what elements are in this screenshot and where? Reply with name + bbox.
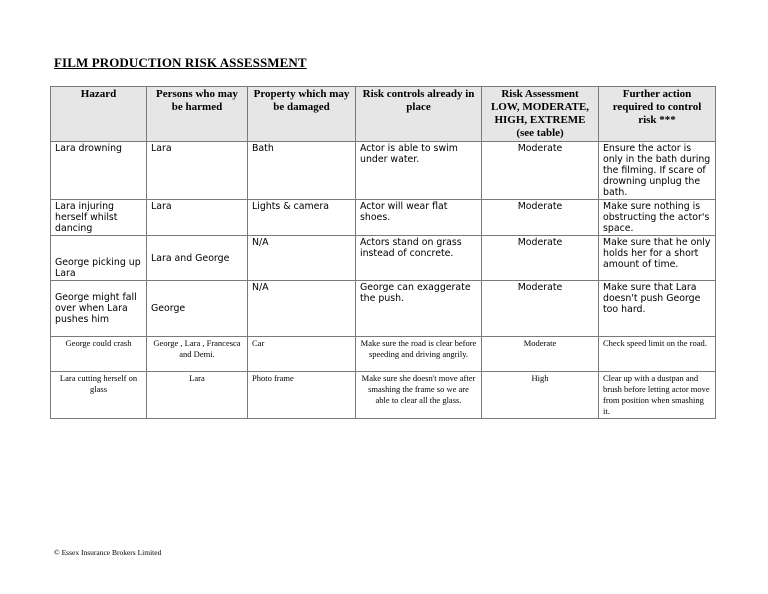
cell-property: N/A xyxy=(248,281,356,337)
cell-risk: Moderate xyxy=(482,337,599,372)
cell-persons: Lara xyxy=(147,142,248,200)
table-row xyxy=(51,372,716,419)
cell-persons: George xyxy=(147,281,248,337)
cell-further-action: Check speed limit on the road. xyxy=(599,337,716,372)
cell-persons: Lara xyxy=(147,200,248,236)
cell-further-action: Make sure that he only holds her for a short amount of time. xyxy=(599,236,716,281)
header-hazard: Hazard xyxy=(51,87,147,142)
cell-risk: Moderate xyxy=(482,236,599,281)
cell-hazard: Lara cutting herself on glass xyxy=(51,372,147,419)
copyright-footer: © Essex Insurance Brokers Limited xyxy=(54,548,162,557)
cell-hazard: George could crash xyxy=(51,337,147,372)
cell-property: Lights & camera xyxy=(248,200,356,236)
cell-controls: George can exaggerate the push. xyxy=(356,281,482,337)
cell-hazard: George might fall over when Lara pushes him xyxy=(51,281,147,337)
header-persons: Persons who may be harmed xyxy=(147,87,248,142)
cell-further-action: Make sure nothing is obstructing the actor's space. xyxy=(599,200,716,236)
cell-property: N/A xyxy=(248,236,356,281)
cell-controls: Actor will wear flat shoes. xyxy=(356,200,482,236)
cell-risk: Moderate xyxy=(482,281,599,337)
table-header-row xyxy=(51,87,716,142)
table-row xyxy=(51,142,716,200)
risk-assessment-table xyxy=(50,86,716,419)
cell-controls: Actor is able to swim under water. xyxy=(356,142,482,200)
cell-controls: Make sure the road is clear before speeding and driving angrily. xyxy=(356,337,482,372)
cell-risk: Moderate xyxy=(482,200,599,236)
cell-hazard: Lara drowning xyxy=(51,142,147,200)
cell-further-action: Clear up with a dustpan and brush before letting actor move from position when smashing it. xyxy=(599,372,716,419)
cell-property: Photo frame xyxy=(248,372,356,419)
cell-risk: High xyxy=(482,372,599,419)
cell-persons: George , Lara , Francesca and Demi. xyxy=(147,337,248,372)
header-controls: Risk controls already in place xyxy=(356,87,482,142)
cell-hazard: George picking up Lara xyxy=(51,236,147,281)
table-row xyxy=(51,337,716,372)
header-further-action: Further action required to control risk *** xyxy=(599,87,716,142)
cell-persons: Lara and George xyxy=(147,236,248,281)
cell-property: Bath xyxy=(248,142,356,200)
cell-controls: Actors stand on grass instead of concrete. xyxy=(356,236,482,281)
table-row xyxy=(51,200,716,236)
cell-property: Car xyxy=(248,337,356,372)
cell-further-action: Ensure the actor is only in the bath during the filming. If scare of drowning unplug the bath. xyxy=(599,142,716,200)
header-property: Property which may be damaged xyxy=(248,87,356,142)
cell-controls: Make sure she doesn't move after smashing the frame so we are able to clear all the glass. xyxy=(356,372,482,419)
cell-persons: Lara xyxy=(147,372,248,419)
cell-risk: Moderate xyxy=(482,142,599,200)
table-row xyxy=(51,236,716,281)
cell-further-action: Make sure that Lara doesn't push George too hard. xyxy=(599,281,716,337)
table-row xyxy=(51,281,716,337)
cell-hazard: Lara injuring herself whilst dancing xyxy=(51,200,147,236)
page-title: FILM PRODUCTION RISK ASSESSMENT xyxy=(54,55,307,70)
header-risk: Risk Assessment LOW, MODERATE, HIGH, EXTREME (see table) xyxy=(482,87,599,142)
